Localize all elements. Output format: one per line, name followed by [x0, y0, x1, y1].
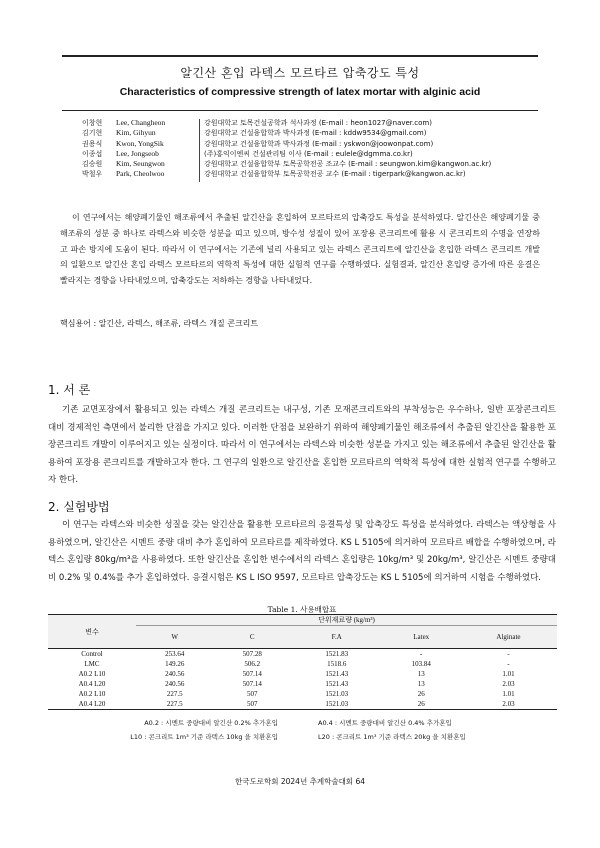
- author-name-korean: 이종섭: [82, 149, 103, 158]
- section-body-introduction: 기존 교면포장에서 활용되고 있는 라텍스 개질 콘크리트는 내구성, 기존 모재콘크리트와의 부착성능은 우수하나, 일반 포장콘크리트 대비 경제적인 측면에서 불리한 단점을 가지고 있다. 이러한 단점을 보완하기 위하여 해양폐기물인 해조류에서 추출된 알긴산을 활용한 포장콘크리트 개발이 이루어지고 있는 실정이다. 따라서 이 연구에서는 라텍스와 비슷한 성분을 가지고 있는 해조류에서 추출된 알긴산을 활용하여 포장용 콘크리트를 개발하고자 한다. 그 연구의 일환으로 알긴산을 혼입한 모르타르의 역학적 특성에 대한 실험적 연구를 수행하고자 한다.: [48, 405, 556, 485]
- author-name-korean: 이창현: [82, 119, 103, 127]
- abstract: 이 연구에서는 해양폐기물인 해조류에서 추출된 알긴산을 혼입하여 모르타르의 압축강도 특성을 분석하였다. 알긴산은 해양폐기물 중 해조류의 성분 중 하나로 라텍스와 비슷한 성분을 띠고 있으며, 방수성 성질이 있어 포장용 콘크리트에 활용 시 콘크리트의 수명을 연장하고 파손 방지에 도움이 된다. 따라서 이 연구에서는 기존에 널리 사용되고 있는 라텍스 콘크리트에 알긴산을 혼입한 라텍스 콘크리트 개발의 일환으로 알긴산 혼입 라텍스 모르타르의 역학적 특성에 대한 실험적 연구를 수행하였다. 실험결과, 알긴산 혼입량 증가에 따른 응결은 빨라지는 경향을 나타내었으며, 압축강도는 저하하는 경향을 나타내었다.: [60, 213, 540, 286]
- table-cell: 1.01: [502, 690, 515, 698]
- table-cell: -: [507, 660, 510, 668]
- table-cell: 2.03: [502, 680, 515, 688]
- author-affiliation: (주)홍익이엔씨 건설관리팀 이사 (E-mail : eulele@dgmma.co.kr): [204, 149, 413, 158]
- table-row: [48, 659, 557, 669]
- table-cell: 506.2: [244, 660, 261, 668]
- table-note: L20 : 콘크리트 1m³ 기준 라텍스 20kg 을 치환혼입: [318, 733, 466, 741]
- table-cell: 149.26: [165, 660, 185, 668]
- table-cell: 507: [213, 699, 290, 710]
- author-name-english: Kim, Gihyun: [116, 128, 156, 138]
- column-header-parameter: 변수: [48, 615, 136, 649]
- column-header: W: [136, 626, 213, 649]
- column-header: C: [213, 626, 290, 649]
- keywords: 핵심용어 : 알긴산, 라텍스, 해조류, 라텍스 개질 콘크리트: [60, 319, 259, 328]
- table-row: [48, 679, 557, 689]
- row-label: A0.2 L10: [78, 670, 106, 678]
- author-list: [82, 118, 491, 180]
- table-cell: 1521.43: [325, 680, 349, 688]
- section-heading-introduction: 1. 서 론: [48, 383, 91, 397]
- table-cell: 26: [417, 690, 425, 698]
- table-cell: 2.03: [460, 699, 557, 710]
- section-heading-method: 2. 실험방법: [48, 500, 110, 514]
- author-name-korean: 권용식: [82, 139, 103, 148]
- row-label: LMC: [84, 660, 100, 668]
- table-notes: [48, 716, 557, 744]
- table-row: [48, 699, 557, 710]
- author-name-korean: 김승원: [82, 160, 103, 169]
- author-affiliation: 강원대학교 토목건설공학과 석사과정 (E-mail : heon1027@naver.com): [204, 119, 432, 127]
- table-cell: 227.5: [166, 690, 183, 698]
- table-row: [48, 669, 557, 679]
- author-name-english: Kim, Seungwon: [116, 159, 165, 169]
- author-row: [82, 139, 491, 149]
- table-cell: 1521.43: [325, 670, 349, 678]
- paper-title-korean: 알긴산 혼입 라텍스 모르타르 압축강도 특성: [180, 66, 420, 80]
- author-row: [82, 159, 491, 169]
- column-header: F.A: [291, 626, 383, 649]
- author-name-english: Park, Cheolwoo: [116, 169, 165, 179]
- table-note: L10 : 콘크리트 1m³ 기준 라텍스 10kg 을 치환혼입: [130, 733, 278, 741]
- table-cell: -: [507, 650, 510, 658]
- mix-proportion-table: [48, 614, 557, 710]
- page-footer: 한국도로학회 2024년 추계학술대회 64: [235, 777, 365, 786]
- table-cell: 507.14: [242, 680, 262, 688]
- table-cell: 1518.6: [327, 660, 347, 668]
- column-header-unit: 단위재료량 (kg/m³): [136, 615, 557, 626]
- table-cell: 1521.03: [325, 690, 349, 698]
- paper-title-english: Characteristics of compressive strength of latex mortar with alginic acid: [119, 86, 481, 98]
- author-name-english: Lee, Jongseob: [116, 148, 159, 158]
- table-row: [48, 649, 557, 660]
- author-affiliation: 강원대학교 건설융합학부 토목공학전공 조교수 (E-mail : seungwon.kim@kangwon.ac.kr): [204, 160, 492, 169]
- author-name-english: Lee, Changheon: [116, 118, 166, 127]
- author-row: [82, 169, 491, 179]
- author-row: [82, 128, 491, 138]
- table-cell: 1.01: [502, 670, 515, 678]
- author-row: [82, 118, 491, 128]
- table-cell: 13: [417, 680, 425, 688]
- author-affiliation: 강원대학교 건설융합학과 박사과정 (E-mail : kddw9534@gmail.com): [204, 129, 427, 138]
- author-name-english: Kwon, YongSik: [116, 138, 164, 148]
- author-row: [82, 149, 491, 159]
- author-affiliation: 강원대학교 건설융합학부 토목공학전공 교수 (E-mail : tigerpark@kangwon.ac.kr): [204, 170, 466, 179]
- table-cell: 240.56: [165, 680, 185, 688]
- table-cell: 240.56: [165, 670, 185, 678]
- author-name-korean: 박철우: [82, 170, 103, 179]
- author-divider: [199, 119, 200, 182]
- row-label: Control: [81, 650, 103, 658]
- table-cell: 507.28: [242, 650, 262, 658]
- table-cell: 13: [417, 670, 425, 678]
- column-header: Alginate: [460, 626, 557, 649]
- author-name-korean: 김기현: [82, 129, 103, 138]
- table-cell: 507: [246, 690, 258, 698]
- section-body-method: 이 연구는 라텍스와 비슷한 성질을 갖는 알긴산을 활용한 모르타르의 응결특성 및 압축강도 특성을 분석하였다. 라텍스는 액상형을 사용하였으며, 알긴산은 시멘트 중량 대비 추가 혼입하여 모르타르를 제작하였다. KS L 5105에 의거하여 모르타르 배합을 수행하였으며, 라텍스 혼입량 80kg/m³을 사용하였다. 또한 알긴산을 혼입한 변수에서의 라텍스 혼입량은 10kg/m³ 및 20kg/m³, 알긴산은 시멘트 중량대비 0.2% 및 0.4%를 추가 혼입하였다. 응결시험은 KS L ISO 9597, 모르타르 압축강도는 KS L 5105에 의거하여 시험을 수행하였다.: [48, 520, 556, 583]
- row-label: A0.2 L10: [78, 690, 106, 698]
- table-cell: 253.64: [165, 650, 185, 658]
- table-cell: 26: [382, 699, 459, 710]
- table-cell: 1521.03: [291, 699, 383, 710]
- table-row: [48, 689, 557, 699]
- table-cell: 507.14: [242, 670, 262, 678]
- table-caption: Table 1. 사용배합표: [267, 605, 337, 614]
- table-note: A0.4 : 시멘트 중량대비 알긴산 0.4% 추가혼입: [318, 719, 452, 727]
- author-affiliation: 강원대학교 건설융합학과 박사과정 (E-mail : yskwon@joowonpat.com): [204, 139, 434, 148]
- table-note: A0.2 : 시멘트 중량대비 알긴산 0.2% 추가혼입: [144, 719, 278, 727]
- row-label: A0.4 L20: [48, 699, 136, 710]
- table-cell: 1521.83: [325, 650, 349, 658]
- column-header: Latex: [382, 626, 459, 649]
- row-label: A0.4 L20: [78, 680, 106, 688]
- table-cell: 227.5: [136, 699, 213, 710]
- table-cell: -: [420, 650, 423, 658]
- table-cell: 103.84: [411, 660, 431, 668]
